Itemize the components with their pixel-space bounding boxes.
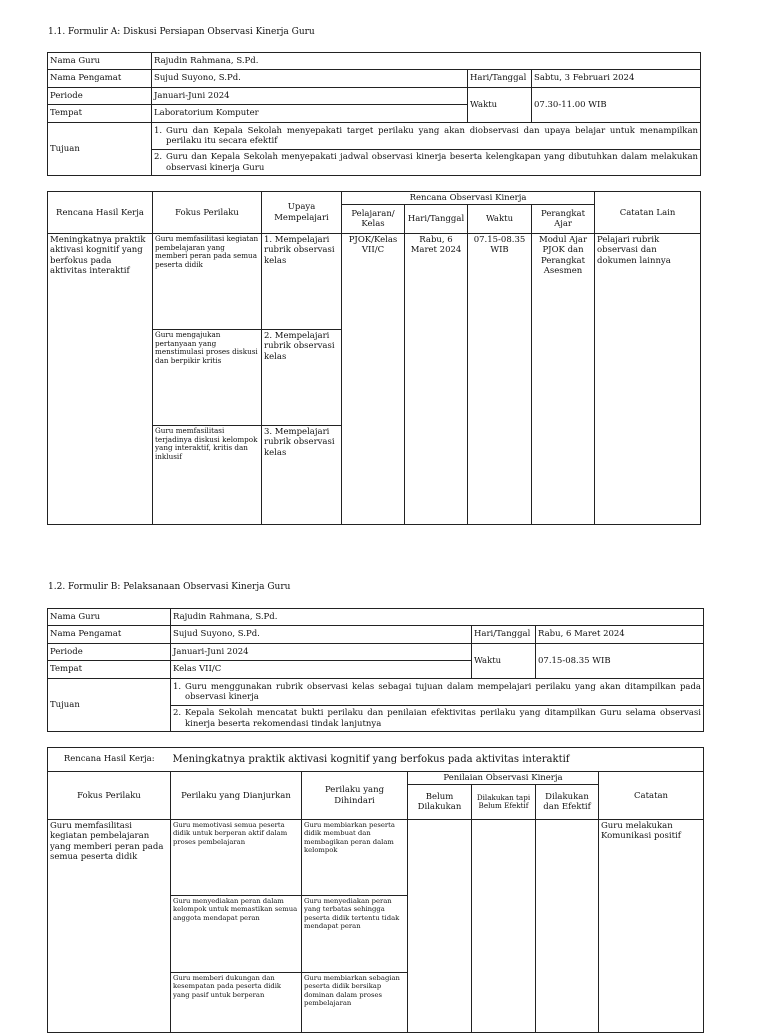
- rencana-hasil-kerja-label: Rencana Hasil Kerja:: [48, 748, 171, 772]
- nama-guru-value: Rajudin Rahmana, S.Pd.: [152, 53, 701, 70]
- fokus-perilaku: Guru mengajukan pertanyaan yang menstimulasi proses diskusi dan berpikir kritis: [153, 330, 262, 426]
- header-belum-dilakukan: Belum Dilakukan: [408, 785, 472, 820]
- tujuan-text: Guru menggunakan rubrik observasi kelas sebagai tujuan dalam mempelajari perilaku yang akan ditampilkan pada observasi kinerja: [185, 681, 701, 702]
- header-catatan: Catatan: [599, 772, 704, 820]
- header-rencana-observasi: Rencana Observasi Kinerja: [342, 192, 595, 205]
- header-perangkat: Perangkat Ajar: [532, 205, 595, 234]
- upaya-mempelajari: 1. Mempelajari rubrik observasi kelas: [262, 234, 342, 330]
- nama-pengamat-label: Nama Pengamat: [48, 626, 171, 644]
- tempat-value: Laboratorium Komputer: [152, 105, 468, 123]
- nama-guru-label: Nama Guru: [48, 53, 152, 70]
- hari-tanggal-value: Sabtu, 3 Februari 2024: [532, 70, 701, 88]
- tujuan-number: 1.: [173, 681, 182, 692]
- penilaian-belum-efektif[interactable]: [472, 820, 536, 1033]
- perilaku-dihindari: Guru membiarkan peserta didik membuat dan membagikan peran dalam kelompok: [302, 820, 408, 896]
- waktu-label: Waktu: [472, 644, 536, 679]
- tujuan-item: [152, 123, 701, 150]
- nama-pengamat-value: Sujud Suyono, S.Pd.: [152, 70, 468, 88]
- hari-tanggal: Rabu, 6 Maret 2024: [405, 234, 468, 525]
- hari-tanggal-value: Rabu, 6 Maret 2024: [536, 626, 704, 644]
- rencana-hasil-kerja: Meningkatnya praktik aktivasi kognitif yang berfokus pada aktivitas interaktif: [48, 234, 153, 525]
- upaya-mempelajari: 3. Mempelajari rubrik observasi kelas: [262, 426, 342, 525]
- tempat-value: Kelas VII/C: [171, 661, 472, 679]
- upaya-mempelajari: 2. Mempelajari rubrik observasi kelas: [262, 330, 342, 426]
- tujuan-label: Tujuan: [48, 679, 171, 732]
- form-a-info-table: [47, 52, 701, 176]
- rencana-hasil-kerja-value: Meningkatnya praktik aktivasi kognitif yang berfokus pada aktivitas interaktif: [171, 748, 704, 772]
- waktu: 07.15-08.35 WIB: [468, 234, 532, 525]
- waktu-value: 07.30-11.00 WIB: [532, 88, 701, 123]
- tujuan-item: [171, 706, 704, 732]
- periode-value: Januari-Juni 2024: [152, 88, 468, 105]
- tujuan-text: Kepala Sekolah mencatat bukti perilaku dan penilaian efektivitas perilaku yang ditampilkan Guru selama observasi kinerja beserta rekomendasi tindak lanjutnya: [185, 708, 701, 729]
- form-b-info-table: [47, 608, 704, 732]
- nama-guru-value: Rajudin Rahmana, S.Pd.: [171, 609, 704, 626]
- form-b-observation-table: [47, 747, 704, 1033]
- fokus-perilaku: Guru memfasilitasi kegiatan pembelajaran yang memberi peran pada semua peserta didik: [48, 820, 171, 1033]
- tujuan-item: [171, 679, 704, 706]
- tempat-label: Tempat: [48, 661, 171, 679]
- header-rencana: Rencana Hasil Kerja: [48, 192, 153, 234]
- tujuan-number: 2.: [154, 152, 163, 163]
- waktu-value: 07.15-08.35 WIB: [536, 644, 704, 679]
- header-fokus: Fokus Perilaku: [153, 192, 262, 234]
- header-upaya: Upaya Mempelajari: [262, 192, 342, 234]
- tujuan-label: Tujuan: [48, 123, 152, 176]
- tempat-label: Tempat: [48, 105, 152, 123]
- tujuan-number: 2.: [173, 708, 182, 719]
- tujuan-text: Guru dan Kepala Sekolah menyepakati jadwal observasi kinerja beserta kelengkapan yang dibutuhkan dalam melakukan observasi kinerja Guru: [166, 152, 698, 173]
- nama-pengamat-value: Sujud Suyono, S.Pd.: [171, 626, 472, 644]
- header-pelajaran: Pelajaran/ Kelas: [342, 205, 405, 234]
- tujuan-item: [152, 150, 701, 176]
- header-catatan-lain: Catatan Lain: [595, 192, 701, 234]
- tujuan-text: Guru dan Kepala Sekolah menyepakati target perilaku yang akan diobservasi dan upaya belajar untuk menampilkan perilaku itu secara efektif: [166, 125, 698, 146]
- section-a-heading: 1.1. Formulir A: Diskusi Persiapan Observasi Kinerja Guru: [48, 27, 315, 37]
- tujuan-number: 1.: [154, 125, 163, 136]
- penilaian-dilakukan-efektif[interactable]: [536, 820, 599, 1033]
- perilaku-dianjurkan: Guru memberi dukungan dan kesempatan pada peserta didik yang pasif untuk berperan: [171, 973, 302, 1033]
- periode-label: Periode: [48, 88, 152, 105]
- fokus-perilaku: Guru memfasilitasi kegiatan pembelajaran yang memberi peran pada semua peserta didik: [153, 234, 262, 330]
- header-penilaian-observasi: Penilaian Observasi Kinerja: [408, 772, 599, 785]
- header-hari: Hari/Tanggal: [405, 205, 468, 234]
- fokus-perilaku: Guru memfasilitasi terjadinya diskusi kelompok yang interaktif, kritis dan inklusif: [153, 426, 262, 525]
- section-b-heading: 1.2. Formulir B: Pelaksanaan Observasi Kinerja Guru: [48, 582, 291, 592]
- perilaku-dihindari: Guru membiarkan sebagian peserta didik bersikap dominan dalam proses pembelajaran: [302, 973, 408, 1033]
- perilaku-dihindari: Guru menyediakan peran yang terbatas sehingga peserta didik tertentu tidak mendapat peran: [302, 896, 408, 973]
- perilaku-dianjurkan: Guru menyediakan peran dalam kelompok untuk memastikan semua anggota mendapat peran: [171, 896, 302, 973]
- nama-pengamat-label: Nama Pengamat: [48, 70, 152, 88]
- header-belum-efektif: Dilakukan tapi Belum Efektif: [472, 785, 536, 820]
- waktu-label: Waktu: [468, 88, 532, 123]
- form-a-plan-table: [47, 191, 701, 525]
- catatan-lain: Pelajari rubrik observasi dan dokumen lainnya: [595, 234, 701, 525]
- header-dilakukan-efektif: Dilakukan dan Efektif: [536, 785, 599, 820]
- nama-guru-label: Nama Guru: [48, 609, 171, 626]
- hari-tanggal-label: Hari/Tanggal: [468, 70, 532, 88]
- catatan: Guru melakukan Komunikasi positif: [599, 820, 704, 1033]
- header-perilaku-dihindari: Perilaku yang Dihindari: [302, 772, 408, 820]
- header-waktu: Waktu: [468, 205, 532, 234]
- pelajaran-kelas: PJOK/Kelas VII/C: [342, 234, 405, 525]
- periode-value: Januari-Juni 2024: [171, 644, 472, 661]
- periode-label: Periode: [48, 644, 171, 661]
- hari-tanggal-label: Hari/Tanggal: [472, 626, 536, 644]
- header-perilaku-dianjurkan: Perilaku yang Dianjurkan: [171, 772, 302, 820]
- perilaku-dianjurkan: Guru memotivasi semua peserta didik untuk berperan aktif dalam proses pembelajaran: [171, 820, 302, 896]
- header-fokus-perilaku: Fokus Perilaku: [48, 772, 171, 820]
- perangkat-ajar: Modul Ajar PJOK dan Perangkat Asesmen: [532, 234, 595, 525]
- penilaian-belum-dilakukan[interactable]: [408, 820, 472, 1033]
